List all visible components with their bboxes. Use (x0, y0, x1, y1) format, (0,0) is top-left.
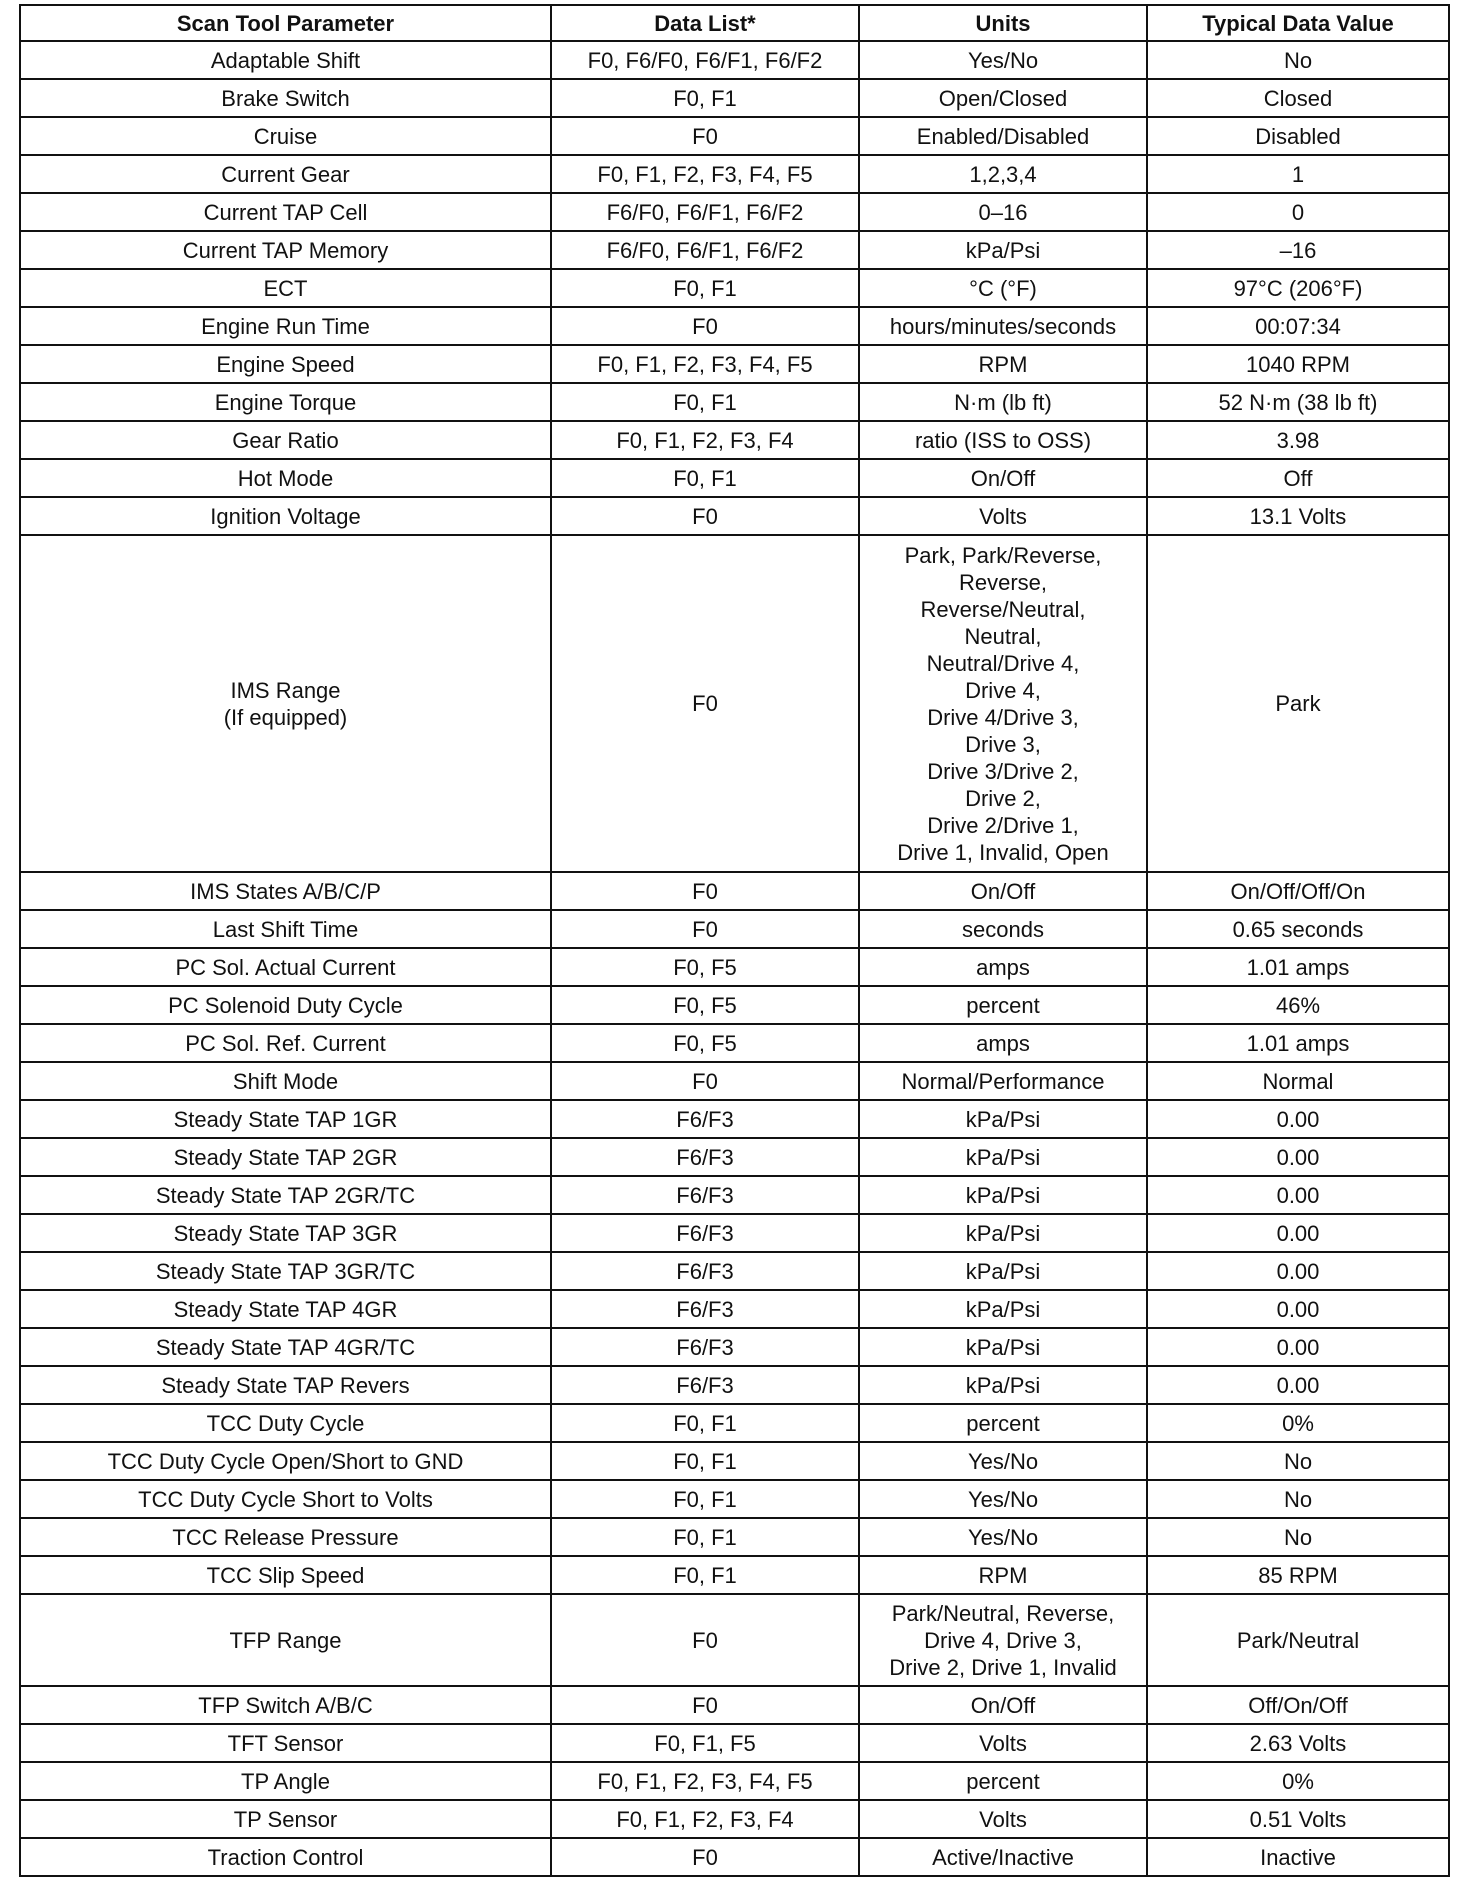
data-list-cell: F0, F1 (551, 1442, 859, 1480)
parameter-cell: Current Gear (20, 155, 551, 193)
units-cell: RPM (859, 1556, 1147, 1594)
data-list-cell: F0, F1 (551, 459, 859, 497)
units-cell: percent (859, 1762, 1147, 1800)
units-cell: kPa/Psi (859, 1100, 1147, 1138)
units-cell: 0–16 (859, 193, 1147, 231)
data-list-cell: F0 (551, 872, 859, 910)
typical-value-cell: 0.00 (1147, 1100, 1449, 1138)
typical-value-cell: Park/Neutral (1147, 1594, 1449, 1686)
data-list-cell: F6/F0, F6/F1, F6/F2 (551, 231, 859, 269)
typical-value-cell: 00:07:34 (1147, 307, 1449, 345)
parameter-cell: TCC Duty Cycle Open/Short to GND (20, 1442, 551, 1480)
table-row (20, 1480, 1449, 1518)
typical-value-cell: 0.00 (1147, 1214, 1449, 1252)
data-list-cell: F0, F1 (551, 1518, 859, 1556)
typical-value-cell: Disabled (1147, 117, 1449, 155)
data-list-cell: F6/F3 (551, 1366, 859, 1404)
parameter-cell: PC Sol. Ref. Current (20, 1024, 551, 1062)
parameter-cell: Steady State TAP 4GR/TC (20, 1328, 551, 1366)
data-list-cell: F0, F1 (551, 1404, 859, 1442)
units-cell: kPa/Psi (859, 231, 1147, 269)
data-list-cell: F0 (551, 1062, 859, 1100)
typical-value-cell: 3.98 (1147, 421, 1449, 459)
data-list-cell: F0 (551, 1686, 859, 1724)
parameter-cell: TFT Sensor (20, 1724, 551, 1762)
parameter-cell: Engine Run Time (20, 307, 551, 345)
typical-value-cell: 52 N·m (38 lb ft) (1147, 383, 1449, 421)
parameter-cell: TP Angle (20, 1762, 551, 1800)
data-list-cell: F6/F3 (551, 1138, 859, 1176)
parameter-cell: Steady State TAP Revers (20, 1366, 551, 1404)
parameter-cell: Shift Mode (20, 1062, 551, 1100)
typical-value-cell: 1040 RPM (1147, 345, 1449, 383)
table-row (20, 1252, 1449, 1290)
typical-value-cell: Off/On/Off (1147, 1686, 1449, 1724)
units-cell: On/Off (859, 459, 1147, 497)
typical-value-cell: No (1147, 1480, 1449, 1518)
units-cell: Yes/No (859, 1480, 1147, 1518)
typical-value-cell: 0.00 (1147, 1328, 1449, 1366)
table-row (20, 1138, 1449, 1176)
typical-value-cell: 85 RPM (1147, 1556, 1449, 1594)
units-cell: ratio (ISS to OSS) (859, 421, 1147, 459)
units-cell: On/Off (859, 872, 1147, 910)
typical-value-cell: 0.00 (1147, 1252, 1449, 1290)
parameter-cell: Engine Speed (20, 345, 551, 383)
typical-value-cell: 1 (1147, 155, 1449, 193)
typical-value-cell: Normal (1147, 1062, 1449, 1100)
header-data-list: Data List* (551, 5, 859, 41)
units-cell: kPa/Psi (859, 1290, 1147, 1328)
table-row (20, 1024, 1449, 1062)
units-cell: N·m (lb ft) (859, 383, 1147, 421)
table-row (20, 155, 1449, 193)
data-list-cell: F0, F5 (551, 986, 859, 1024)
data-list-cell: F0, F5 (551, 1024, 859, 1062)
scan-tool-data-table (19, 4, 1450, 1877)
data-list-cell: F0 (551, 1594, 859, 1686)
typical-value-cell: No (1147, 1518, 1449, 1556)
table-row (20, 79, 1449, 117)
parameter-cell: Last Shift Time (20, 910, 551, 948)
table-row (20, 1404, 1449, 1442)
data-list-cell: F0, F1, F2, F3, F4 (551, 421, 859, 459)
typical-value-cell: 1.01 amps (1147, 1024, 1449, 1062)
data-list-cell: F0 (551, 1838, 859, 1876)
data-list-cell: F0, F6/F0, F6/F1, F6/F2 (551, 41, 859, 79)
typical-value-cell: 46% (1147, 986, 1449, 1024)
parameter-cell: Adaptable Shift (20, 41, 551, 79)
typical-value-cell: 0.00 (1147, 1176, 1449, 1214)
units-cell: amps (859, 1024, 1147, 1062)
table-header-row (20, 5, 1449, 41)
typical-value-cell: 2.63 Volts (1147, 1724, 1449, 1762)
parameter-cell: ECT (20, 269, 551, 307)
units-cell: kPa/Psi (859, 1328, 1147, 1366)
data-list-cell: F0, F5 (551, 948, 859, 986)
parameter-cell: Brake Switch (20, 79, 551, 117)
data-list-cell: F0 (551, 117, 859, 155)
parameter-cell: IMS States A/B/C/P (20, 872, 551, 910)
typical-value-cell: 97°C (206°F) (1147, 269, 1449, 307)
data-list-cell: F0, F1, F2, F3, F4, F5 (551, 1762, 859, 1800)
data-list-cell: F6/F3 (551, 1328, 859, 1366)
table-row (20, 497, 1449, 535)
parameter-cell: Cruise (20, 117, 551, 155)
table-row (20, 117, 1449, 155)
typical-value-cell: –16 (1147, 231, 1449, 269)
parameter-cell: Gear Ratio (20, 421, 551, 459)
units-cell: On/Off (859, 1686, 1147, 1724)
units-cell: Yes/No (859, 1442, 1147, 1480)
typical-value-cell: 0% (1147, 1762, 1449, 1800)
data-list-cell: F0 (551, 535, 859, 872)
units-cell: kPa/Psi (859, 1138, 1147, 1176)
parameter-cell: Steady State TAP 1GR (20, 1100, 551, 1138)
typical-value-cell: 0.51 Volts (1147, 1800, 1449, 1838)
typical-value-cell: Closed (1147, 79, 1449, 117)
units-cell: amps (859, 948, 1147, 986)
typical-value-cell: No (1147, 1442, 1449, 1480)
units-cell: kPa/Psi (859, 1214, 1147, 1252)
typical-value-cell: 0.00 (1147, 1138, 1449, 1176)
table-row (20, 1100, 1449, 1138)
units-cell: kPa/Psi (859, 1252, 1147, 1290)
parameter-cell: Steady State TAP 3GR/TC (20, 1252, 551, 1290)
data-list-cell: F0, F1, F2, F3, F4, F5 (551, 155, 859, 193)
data-list-cell: F6/F0, F6/F1, F6/F2 (551, 193, 859, 231)
parameter-cell: Steady State TAP 2GR (20, 1138, 551, 1176)
table-row (20, 1838, 1449, 1876)
table-row (20, 1762, 1449, 1800)
parameter-cell: TFP Range (20, 1594, 551, 1686)
units-cell: Volts (859, 1724, 1147, 1762)
units-cell: Park/Neutral, Reverse, Drive 4, Drive 3, Drive 2, Drive 1, Invalid (859, 1594, 1147, 1686)
parameter-cell: Steady State TAP 4GR (20, 1290, 551, 1328)
parameter-cell: IMS Range (If equipped) (20, 535, 551, 872)
units-cell: Enabled/Disabled (859, 117, 1147, 155)
header-typical-value: Typical Data Value (1147, 5, 1449, 41)
table-row (20, 1800, 1449, 1838)
table-row (20, 193, 1449, 231)
table-row (20, 535, 1449, 872)
data-list-cell: F0, F1, F2, F3, F4 (551, 1800, 859, 1838)
data-list-cell: F0 (551, 910, 859, 948)
typical-value-cell: Park (1147, 535, 1449, 872)
data-list-cell: F6/F3 (551, 1290, 859, 1328)
table-row (20, 345, 1449, 383)
parameter-cell: Traction Control (20, 1838, 551, 1876)
data-list-cell: F0, F1 (551, 1556, 859, 1594)
units-cell: Open/Closed (859, 79, 1147, 117)
data-list-cell: F0, F1 (551, 1480, 859, 1518)
parameter-cell: Engine Torque (20, 383, 551, 421)
typical-value-cell: 1.01 amps (1147, 948, 1449, 986)
parameter-cell: TCC Duty Cycle (20, 1404, 551, 1442)
units-cell: RPM (859, 345, 1147, 383)
data-list-cell: F0, F1 (551, 79, 859, 117)
data-list-cell: F0, F1, F5 (551, 1724, 859, 1762)
table-row (20, 1518, 1449, 1556)
table-row (20, 307, 1449, 345)
units-cell: kPa/Psi (859, 1366, 1147, 1404)
table-row (20, 948, 1449, 986)
parameter-cell: TCC Duty Cycle Short to Volts (20, 1480, 551, 1518)
typical-value-cell: 0.65 seconds (1147, 910, 1449, 948)
units-cell: °C (°F) (859, 269, 1147, 307)
parameter-cell: Current TAP Cell (20, 193, 551, 231)
units-cell: seconds (859, 910, 1147, 948)
table-row (20, 1442, 1449, 1480)
typical-value-cell: 0.00 (1147, 1366, 1449, 1404)
parameter-cell: Steady State TAP 3GR (20, 1214, 551, 1252)
table-row (20, 269, 1449, 307)
typical-value-cell: 0.00 (1147, 1290, 1449, 1328)
units-cell: Park, Park/Reverse, Reverse, Reverse/Neutral, Neutral, Neutral/Drive 4, Drive 4, Drive 4/Drive 3, Drive 3, Drive 3/Drive 2, Drive 2, Drive 2/Drive 1, Drive 1, Invalid, Open (859, 535, 1147, 872)
units-cell: Normal/Performance (859, 1062, 1147, 1100)
table-row (20, 872, 1449, 910)
typical-value-cell: 0 (1147, 193, 1449, 231)
table-row (20, 459, 1449, 497)
table-row (20, 986, 1449, 1024)
units-cell: Yes/No (859, 1518, 1147, 1556)
units-cell: Volts (859, 497, 1147, 535)
table-row (20, 1062, 1449, 1100)
parameter-cell: Hot Mode (20, 459, 551, 497)
units-cell: hours/minutes/seconds (859, 307, 1147, 345)
table-row (20, 1594, 1449, 1686)
table-row (20, 1176, 1449, 1214)
parameter-cell: TFP Switch A/B/C (20, 1686, 551, 1724)
units-cell: 1,2,3,4 (859, 155, 1147, 193)
table-row (20, 1724, 1449, 1762)
table-row (20, 1290, 1449, 1328)
parameter-cell: TCC Release Pressure (20, 1518, 551, 1556)
parameter-cell: Current TAP Memory (20, 231, 551, 269)
units-cell: percent (859, 1404, 1147, 1442)
table-row (20, 1214, 1449, 1252)
units-cell: Volts (859, 1800, 1147, 1838)
table-row (20, 1328, 1449, 1366)
typical-value-cell: On/Off/Off/On (1147, 872, 1449, 910)
table-row (20, 41, 1449, 79)
data-list-cell: F0 (551, 497, 859, 535)
typical-value-cell: No (1147, 41, 1449, 79)
table-row (20, 910, 1449, 948)
parameter-cell: TP Sensor (20, 1800, 551, 1838)
header-parameter: Scan Tool Parameter (20, 5, 551, 41)
units-cell: kPa/Psi (859, 1176, 1147, 1214)
units-cell: Yes/No (859, 41, 1147, 79)
data-list-cell: F6/F3 (551, 1214, 859, 1252)
data-list-cell: F6/F3 (551, 1176, 859, 1214)
data-list-cell: F6/F3 (551, 1100, 859, 1138)
data-list-cell: F6/F3 (551, 1252, 859, 1290)
parameter-cell: Steady State TAP 2GR/TC (20, 1176, 551, 1214)
table-row (20, 1556, 1449, 1594)
data-list-cell: F0, F1 (551, 383, 859, 421)
data-list-cell: F0, F1, F2, F3, F4, F5 (551, 345, 859, 383)
table-row (20, 1686, 1449, 1724)
data-list-cell: F0 (551, 307, 859, 345)
parameter-cell: Ignition Voltage (20, 497, 551, 535)
table-row (20, 383, 1449, 421)
table-row (20, 421, 1449, 459)
data-list-cell: F0, F1 (551, 269, 859, 307)
parameter-cell: PC Solenoid Duty Cycle (20, 986, 551, 1024)
parameter-cell: TCC Slip Speed (20, 1556, 551, 1594)
units-cell: percent (859, 986, 1147, 1024)
typical-value-cell: 13.1 Volts (1147, 497, 1449, 535)
typical-value-cell: 0% (1147, 1404, 1449, 1442)
table-row (20, 231, 1449, 269)
header-units: Units (859, 5, 1147, 41)
units-cell: Active/Inactive (859, 1838, 1147, 1876)
typical-value-cell: Off (1147, 459, 1449, 497)
table-row (20, 1366, 1449, 1404)
typical-value-cell: Inactive (1147, 1838, 1449, 1876)
parameter-cell: PC Sol. Actual Current (20, 948, 551, 986)
